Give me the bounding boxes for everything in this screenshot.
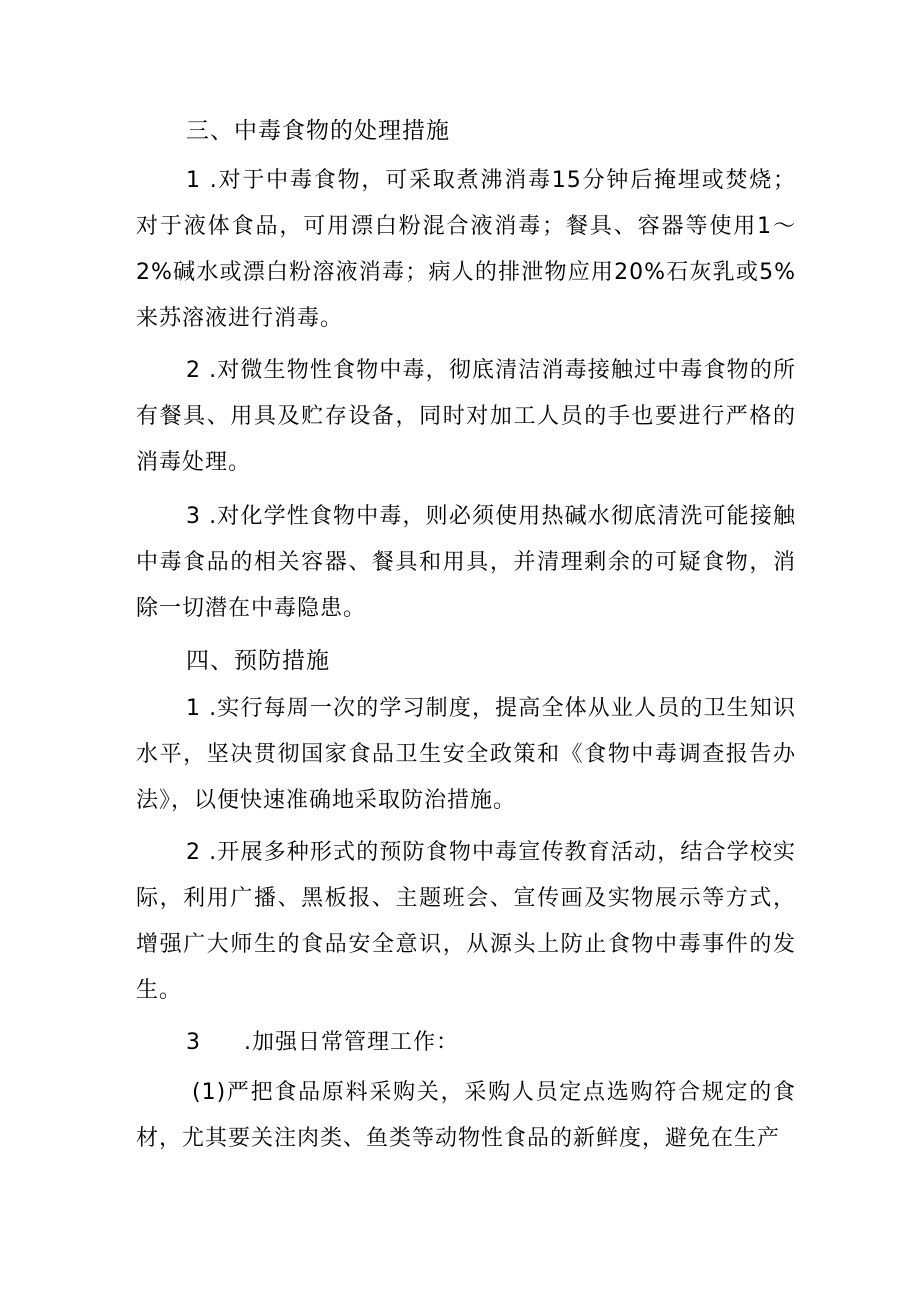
section-4-heading: 四、预防措施 [186, 648, 330, 674]
section-4-item-3-text: .加强日常管理工作： [244, 1030, 459, 1055]
section-4-item-3-number: 3 [186, 1030, 201, 1055]
section-4-item-1: 1 .实行每周一次的学习制度，提高全体从业人员的卫生知识水平，坚决贯彻国家食品卫生安全政策和《食物中毒调查报告办法》，以便快速准确地采取防治措施。 [136, 696, 796, 813]
section-3-item-2: 2 .对微生物性食物中毒，彻底清洁消毒接触过中毒食物的所有餐具、用具及贮存设备，同时对加工人员的手也要进行严格的消毒处理。 [136, 358, 796, 475]
section-3-heading: 三、中毒食物的处理措施 [186, 118, 450, 144]
section-4-item-3-sub-1: (1)严把食品原料采购关，采购人员定点选购符合规定的食材，尤其要关注肉类、鱼类等动物性食品的新鲜度，避免在生产 [136, 1080, 796, 1151]
section-4-item-3 [186, 1020, 459, 1066]
section-3-item-3: 3 .对化学性食物中毒，则必须使用热碱水彻底清洗可能接触中毒食品的相关容器、餐具和用具，并清理剩余的可疑食物，消除一切潜在中毒隐患。 [136, 504, 796, 621]
section-3-item-1: 1 .对于中毒食物，可采取煮沸消毒15分钟后掩埋或焚烧；对于液体食品，可用漂白粉混合液消毒；餐具、容器等使用1〜2%碱水或漂白粉溶液消毒；病人的排泄物应用20%石灰乳或5%来苏溶液进行消毒。 [136, 168, 796, 331]
section-4-item-2: 2 .开展多种形式的预防食物中毒宣传教育活动，结合学校实际，利用广播、黑板报、主题班会、宣传画及实物展示等方式，增强广大师生的食品安全意识，从源头上防止食物中毒事件的发生。 [136, 840, 796, 1003]
